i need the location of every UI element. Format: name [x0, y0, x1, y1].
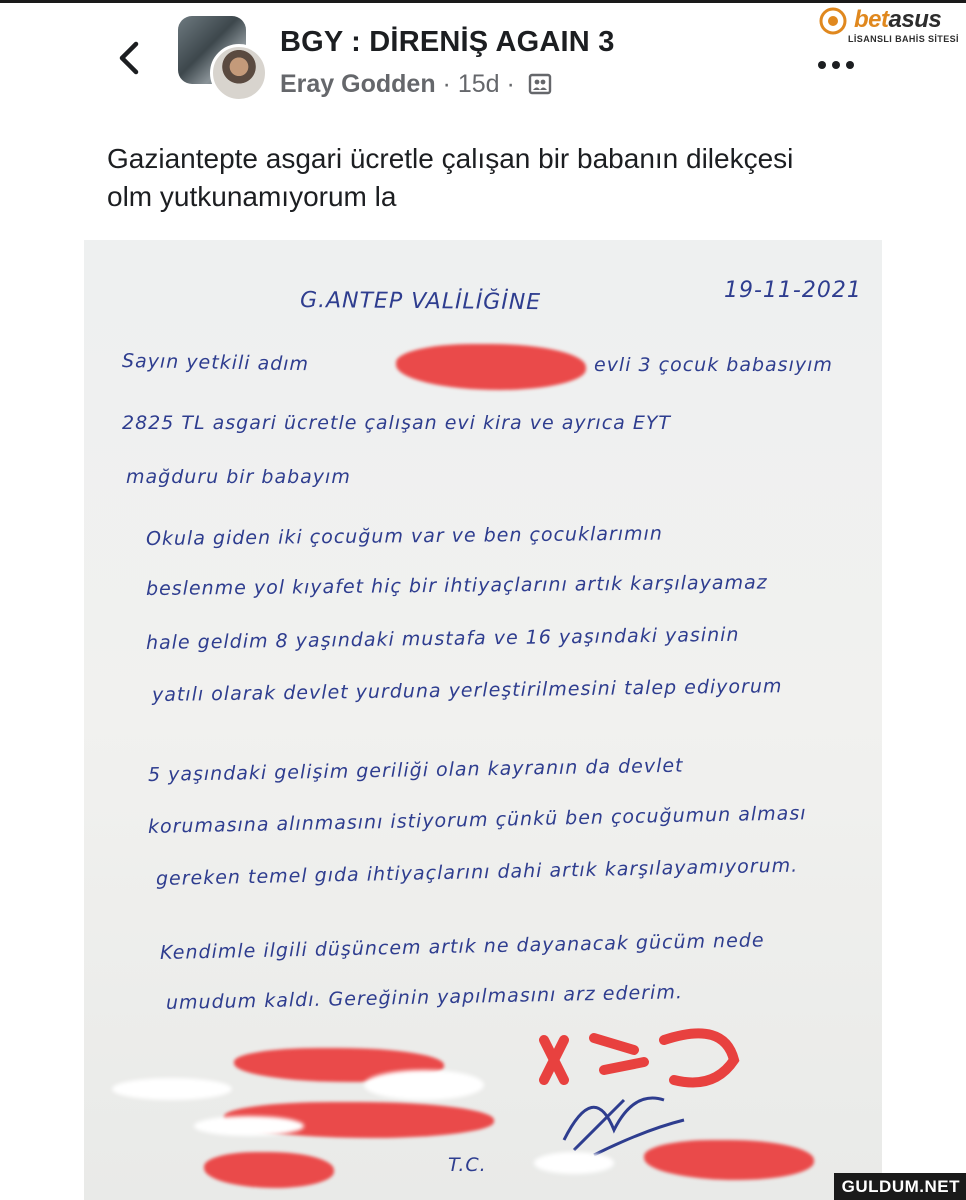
brand-logo	[818, 4, 960, 48]
letter-line: mağduru bir babayım	[126, 466, 351, 488]
meta-separator: ·	[435, 70, 458, 98]
post-meta	[280, 70, 552, 99]
redaction-whiteout	[112, 1078, 232, 1100]
redaction-mark	[644, 1140, 814, 1180]
more-options-button[interactable]	[818, 58, 854, 72]
letter-heading: G.ANTEP VALİLİĞİNE	[299, 288, 542, 316]
letter-line: evli 3 çocuk babasıyım	[594, 354, 833, 376]
author-name[interactable]: Eray Godden	[280, 70, 436, 98]
brand-mark-icon	[818, 6, 848, 36]
letter-line: 5 yaşındaki gelişim geriliği olan kayranın da devlet	[147, 754, 684, 786]
redaction-whiteout	[534, 1152, 614, 1174]
more-dots-icon	[818, 61, 826, 69]
letter-line: beslenme yol kıyafet hiç bir ihtiyaçlarını artık karşılayamaz	[145, 571, 768, 600]
letter-line: umudum kaldı. Gereğinin yapılmasını arz ederim.	[165, 981, 684, 1014]
back-button[interactable]	[112, 38, 146, 78]
chevron-left-icon	[112, 38, 146, 78]
post-image-letter[interactable]	[84, 240, 882, 1200]
letter-line: gereken temel gıda ihtiyaçlarını dahi artık karşılayamıyorum.	[155, 854, 799, 890]
brand-tagline: LİSANSLI BAHİS SİTESİ	[848, 34, 959, 44]
redaction-mark	[396, 344, 586, 390]
redaction-mark	[204, 1152, 334, 1188]
post-text: Gaziantepte asgari ücretle çalışan bir babanın dilekçesi olm yutkunamıyorum la	[107, 143, 794, 212]
post-age[interactable]: 15d	[457, 70, 500, 98]
more-dots-icon	[846, 61, 854, 69]
letter-line: hale geldim 8 yaşındaki mustafa ve 16 yaşındaki yasinin	[145, 623, 740, 654]
redaction-whiteout	[194, 1116, 304, 1136]
letter-line: Okula giden iki çocuğum var ve ben çocuklarımın	[145, 522, 663, 550]
letter-date: 19-11-2021	[724, 278, 862, 303]
brand-name: betasus	[854, 6, 942, 33]
letter-line: 2825 TL asgari ücretle çalışan evi kira ve ayrıca EYT	[122, 412, 672, 434]
user-avatar[interactable]	[210, 44, 268, 102]
site-watermark: GULDUM.NET	[834, 1173, 966, 1200]
more-dots-icon	[832, 61, 840, 69]
group-name[interactable]: BGY : DİRENİŞ AGAIN 3	[280, 26, 615, 58]
group-members-icon	[528, 73, 552, 95]
letter-line: yatılı olarak devlet yurduna yerleştirilmesini talep ediyorum	[151, 675, 783, 706]
letter-line: Kendimle ilgili düşüncem artık ne dayanacak gücüm nede	[159, 929, 765, 964]
letter-line: T.C.	[448, 1154, 487, 1176]
letter-line: korumasına alınmasını istiyorum çünkü ben çocuğumun alması	[147, 802, 807, 838]
meta-separator: ·	[499, 70, 522, 98]
top-divider	[0, 0, 966, 3]
redaction-whiteout	[364, 1070, 484, 1100]
group-avatar[interactable]	[178, 16, 266, 98]
letter-line: Sayın yetkili adım	[121, 350, 310, 376]
